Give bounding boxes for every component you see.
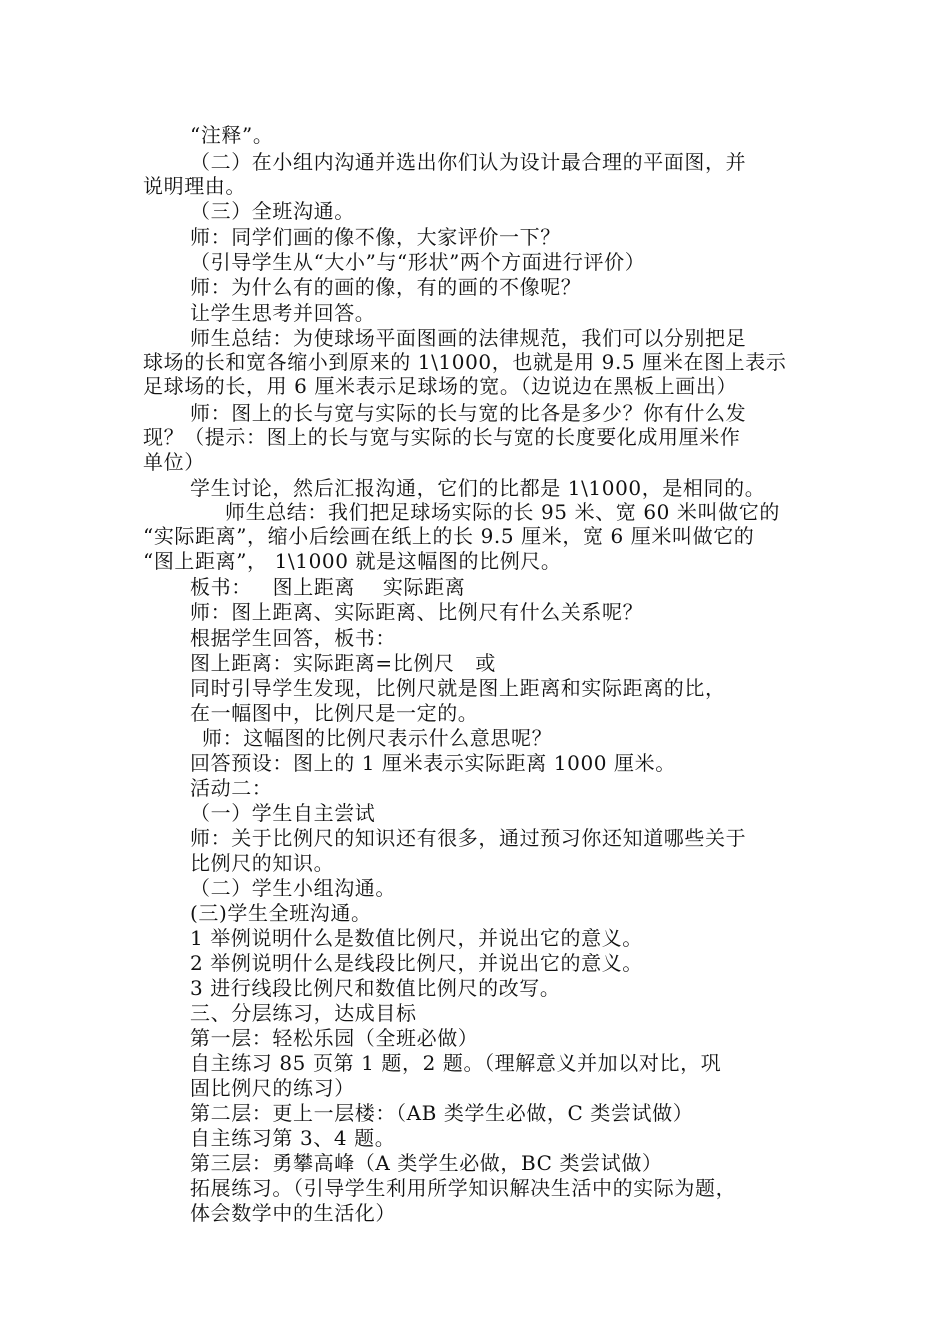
text-line: 同时引导学生发现，比例尺就是图上距离和实际距离的比， bbox=[190, 676, 726, 700]
text-line: 根据学生回答，板书： bbox=[190, 626, 396, 650]
text-line: 固比例尺的练习） bbox=[190, 1076, 355, 1100]
text-line: 让学生思考并回答。 bbox=[190, 301, 376, 325]
text-line: 自主练习 85 页第 1 题，2 题。（理解意义并加以对比，巩 bbox=[190, 1051, 722, 1075]
text-line: 三、分层练习，达成目标 bbox=[190, 1001, 417, 1025]
text-line: （一）学生自主尝试 bbox=[190, 801, 376, 825]
text-line: 2 举例说明什么是线段比例尺，并说出它的意义。 bbox=[190, 951, 643, 975]
text-line: 1 举例说明什么是数值比例尺，并说出它的意义。 bbox=[190, 926, 643, 950]
text-line: 师：这幅图的比例尺表示什么意思呢？ bbox=[202, 726, 553, 750]
text-line: 师生总结：为使球场平面图画的法律规范，我们可以分别把足 bbox=[190, 326, 747, 350]
text-line: 师：为什么有的画的像，有的画的不像呢？ bbox=[190, 275, 582, 299]
text-line: （三）全班沟通。 bbox=[190, 199, 355, 223]
text-line: 师：图上距离、实际距离、比例尺有什么关系呢？ bbox=[190, 600, 644, 624]
text-line: （二）学生小组沟通。 bbox=[190, 876, 396, 900]
text-line: “图上距离”， 1\1000 就是这幅图的比例尺。 bbox=[143, 549, 562, 573]
text-line: 体会数学中的生活化） bbox=[190, 1201, 396, 1225]
text-line: 回答预设：图上的 1 厘米表示实际距离 1000 厘米。 bbox=[190, 751, 676, 775]
text-line: 第二层：更上一层楼：（AB 类学生必做，C 类尝试做） bbox=[190, 1101, 694, 1125]
text-line: 师：同学们画的像不像，大家评价一下？ bbox=[190, 225, 561, 249]
text-line: 足球场的长，用 6 厘米表示足球场的宽。（边说边在黑板上画出） bbox=[143, 374, 738, 398]
text-line: 学生讨论，然后汇报沟通，它们的比都是 1\1000，是相同的。 bbox=[190, 476, 766, 500]
text-line: 图上距离：实际距离=比例尺 或 bbox=[190, 651, 497, 675]
text-line: “注释”。 bbox=[190, 123, 274, 147]
text-line: 板书： 图上距离 实际距离 bbox=[190, 575, 466, 599]
text-line: 在一幅图中，比例尺是一定的。 bbox=[190, 701, 479, 725]
text-line: (三)学生全班沟通。 bbox=[190, 901, 372, 925]
text-line: 单位） bbox=[143, 450, 205, 474]
text-line: 师生总结：我们把足球场实际的长 95 米、宽 60 米叫做它的 bbox=[225, 500, 780, 524]
text-line: 比例尺的知识。 bbox=[190, 851, 335, 875]
text-line: 现？（提示：图上的长与宽与实际的长与宽的长度要化成用厘米作 bbox=[143, 425, 741, 449]
text-line: 第一层：轻松乐园（全班必做） bbox=[190, 1026, 479, 1050]
text-line: （二）在小组内沟通并选出你们认为设计最合理的平面图，并 bbox=[190, 150, 747, 174]
text-line: 拓展练习。（引导学生利用所学知识解决生活中的实际为题， bbox=[190, 1176, 737, 1200]
text-line: 师：图上的长与宽与实际的长与宽的比各是多少？你有什么发 bbox=[190, 401, 747, 425]
text-line: 球场的长和宽各缩小到原来的 1\1000，也就是用 9.5 厘米在图上表示 bbox=[143, 350, 787, 374]
text-line: 第三层：勇攀高峰（A 类学生必做，BC 类尝试做） bbox=[190, 1151, 663, 1175]
text-line: 3 进行线段比例尺和数值比例尺的改写。 bbox=[190, 976, 561, 1000]
text-line: 活动二： bbox=[190, 776, 273, 800]
text-line: （引导学生从“大小”与“形状”两个方面进行评价） bbox=[190, 250, 646, 274]
text-line: “实际距离”，缩小后绘画在纸上的长 9.5 厘米，宽 6 厘米叫做它的 bbox=[143, 524, 755, 548]
text-line: 说明理由。 bbox=[143, 174, 246, 198]
text-line: 自主练习第 3、4 题。 bbox=[190, 1126, 396, 1150]
text-line: 师：关于比例尺的知识还有很多，通过预习你还知道哪些关于 bbox=[190, 826, 747, 850]
